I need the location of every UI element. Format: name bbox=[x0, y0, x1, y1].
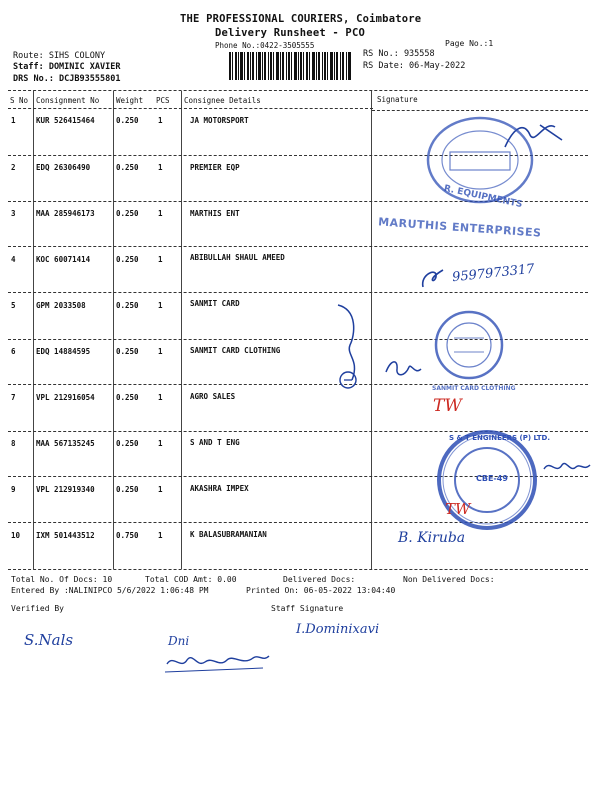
handwritten-extra-sign: Dni bbox=[168, 634, 190, 648]
row-consignment: EDQ 14884595 bbox=[36, 347, 91, 356]
stamp-row8-text: S & T ENGINEERS (P) LTD. bbox=[449, 434, 551, 442]
row-pcs: 1 bbox=[158, 485, 163, 494]
total-docs: Total No. Of Docs: 10 bbox=[11, 575, 113, 584]
signature-row4-icon bbox=[418, 262, 448, 290]
delivered-docs: Delivered Docs: bbox=[283, 575, 356, 584]
col-header-weight: Weight bbox=[116, 96, 144, 105]
row-rule bbox=[8, 246, 588, 247]
row-consignee: MARTHIS ENT bbox=[190, 209, 240, 218]
handwritten-tw-row7: TW bbox=[433, 396, 462, 416]
row-consignment: GPM 2033508 bbox=[36, 301, 86, 310]
barcode-icon bbox=[229, 52, 351, 80]
col-header-signature: Signature bbox=[377, 95, 418, 104]
page-number: Page No.:1 bbox=[445, 39, 494, 48]
runsheet-title: Delivery Runsheet - PCO bbox=[215, 27, 365, 39]
drs-number: DRS No.: DCJB93555801 bbox=[13, 74, 121, 84]
row-consignment: IXM 501443512 bbox=[36, 531, 95, 540]
row-consignment: KOC 60071414 bbox=[36, 255, 91, 264]
row-weight: 0.250 bbox=[116, 393, 139, 402]
rs-number: RS No.: 935558 bbox=[363, 49, 435, 59]
row-consignee: JA MOTORSPORT bbox=[190, 116, 249, 125]
signature-bottom-icon bbox=[163, 648, 273, 678]
row-pcs: 1 bbox=[158, 209, 163, 218]
row-pcs: 1 bbox=[158, 393, 163, 402]
row-consignment: VPL 212916054 bbox=[36, 393, 95, 402]
stamp-row8-center: CBE-49 bbox=[476, 474, 508, 483]
row-consignee: ABIBULLAH SHAUL AMEED bbox=[190, 253, 285, 262]
col-divider bbox=[181, 91, 182, 569]
handwritten-staff-sign: I.Dominixavi bbox=[296, 622, 380, 637]
handwritten-sign-row10: B. Kiruba bbox=[398, 530, 466, 546]
row-sno: 2 bbox=[11, 163, 16, 172]
entered-by: Entered By :NALINIPCO 5/6/2022 1:06:48 PM bbox=[11, 586, 209, 595]
col-divider bbox=[371, 91, 372, 569]
row-weight: 0.250 bbox=[116, 439, 139, 448]
row-sno: 1 bbox=[11, 116, 16, 125]
row-sno: 4 bbox=[11, 255, 16, 264]
row-sno: 3 bbox=[11, 209, 16, 218]
col-header-consignee: Consignee Details bbox=[184, 96, 261, 105]
handwritten-tw-row9: TW bbox=[445, 500, 471, 518]
row-rule bbox=[8, 292, 588, 293]
rs-date: RS Date: 06-May-2022 bbox=[363, 61, 466, 71]
total-cod: Total COD Amt: 0.00 bbox=[145, 575, 237, 584]
col-divider bbox=[113, 91, 114, 569]
route-label: Route: SIHS COLONY bbox=[13, 51, 106, 61]
stamp-row5-text: SANMIT CARD CLOTHING bbox=[432, 385, 516, 392]
row-sno: 9 bbox=[11, 485, 16, 494]
row-weight: 0.250 bbox=[116, 209, 139, 218]
phone-number: Phone No.:0422-3505555 bbox=[215, 41, 315, 50]
signature-row8-icon bbox=[542, 455, 592, 479]
row-consignee: AKASHRA IMPEX bbox=[190, 484, 249, 493]
row-pcs: 1 bbox=[158, 347, 163, 356]
row-consignee: S AND T ENG bbox=[190, 438, 240, 447]
brace-mark-icon bbox=[330, 300, 370, 390]
row-weight: 0.750 bbox=[116, 531, 139, 540]
stamp-row3-text: MARUTHIS ENTERPRISES bbox=[377, 215, 542, 240]
printed-on: Printed On: 06-05-2022 13:04:40 bbox=[246, 586, 396, 595]
verified-by-label: Verified By bbox=[11, 604, 64, 613]
col-header-sno: S No bbox=[10, 96, 29, 105]
row-consignment: EDQ 26306490 bbox=[36, 163, 91, 172]
col-header-pcs: PCS bbox=[156, 96, 170, 105]
row-consignee: K BALASUBRAMANIAN bbox=[190, 530, 267, 539]
row-consignee: SANMIT CARD CLOTHING bbox=[190, 346, 281, 355]
row-pcs: 1 bbox=[158, 116, 163, 125]
row-sno: 10 bbox=[11, 531, 21, 540]
row-consignee: SANMIT CARD bbox=[190, 299, 240, 308]
signature-row6-icon bbox=[383, 357, 423, 381]
row-weight: 0.250 bbox=[116, 301, 139, 310]
staff-label: Staff: DOMINIC XAVIER bbox=[13, 62, 121, 72]
row-pcs: 1 bbox=[158, 301, 163, 310]
row-consignee: PREMIER EQP bbox=[190, 163, 240, 172]
col-divider bbox=[33, 91, 34, 569]
row-weight: 0.250 bbox=[116, 163, 139, 172]
row-consignment: MAA 285946173 bbox=[36, 209, 95, 218]
col-header-consignment: Consignment No bbox=[36, 96, 100, 105]
row-consignment: MAA 567135245 bbox=[36, 439, 95, 448]
row-sno: 7 bbox=[11, 393, 16, 402]
table-bottom-rule bbox=[8, 569, 588, 570]
row-weight: 0.250 bbox=[116, 485, 139, 494]
row-pcs: 1 bbox=[158, 531, 163, 540]
row-weight: 0.250 bbox=[116, 255, 139, 264]
stamp-row2-text: R. EQUIPMENTS bbox=[442, 183, 524, 211]
row-weight: 0.250 bbox=[116, 347, 139, 356]
row-sno: 6 bbox=[11, 347, 16, 356]
row-sno: 8 bbox=[11, 439, 16, 448]
staff-signature-label: Staff Signature bbox=[271, 604, 344, 613]
row-weight: 0.250 bbox=[116, 116, 139, 125]
row-consignee: AGRO SALES bbox=[190, 392, 236, 401]
handwritten-phone: 9597973317 bbox=[451, 261, 536, 286]
row-sno: 5 bbox=[11, 301, 16, 310]
row-consignment: VPL 212919340 bbox=[36, 485, 95, 494]
stamp-row5-icon bbox=[432, 308, 506, 382]
header-rule bbox=[8, 108, 373, 109]
row-pcs: 1 bbox=[158, 163, 163, 172]
row-pcs: 1 bbox=[158, 439, 163, 448]
row-consignment: KUR 526415464 bbox=[36, 116, 95, 125]
handwritten-verified-sign: S.Nals bbox=[24, 631, 74, 649]
table-top-rule bbox=[8, 90, 588, 91]
company-title: THE PROFESSIONAL COURIERS, Coimbatore bbox=[180, 13, 422, 25]
non-delivered-docs: Non Delivered Docs: bbox=[403, 575, 495, 584]
row-pcs: 1 bbox=[158, 255, 163, 264]
